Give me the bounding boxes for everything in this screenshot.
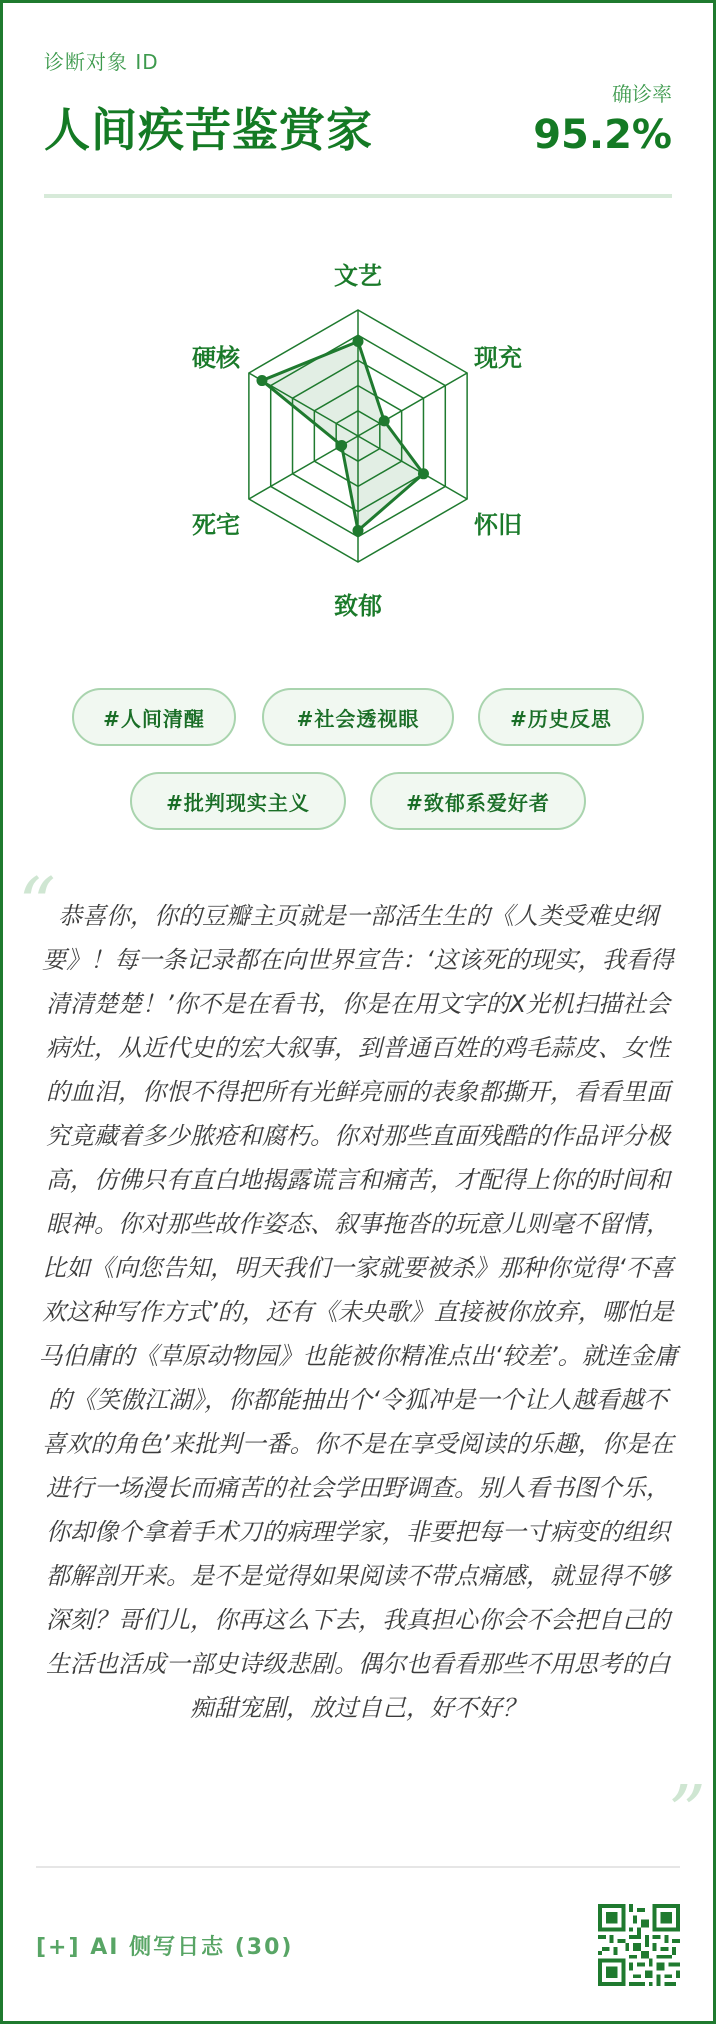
radar-point-1 <box>353 336 364 347</box>
tag-5: #致郁系爱好者 <box>370 772 586 830</box>
tag-3: #历史反思 <box>478 688 644 746</box>
radar-axis-label-5: 死宅 <box>192 511 240 539</box>
radar-point-6 <box>256 375 267 386</box>
ai-profile-log-label: [+] AI 侧写日志 (30) <box>36 1935 294 1960</box>
tag-4: #批判现实主义 <box>130 772 346 830</box>
page-title: 人间疾苦鉴赏家 <box>44 103 373 157</box>
radar-point-4 <box>353 525 364 536</box>
diagnosis-rate-label: 确诊率 <box>612 82 672 106</box>
footer-divider <box>36 1866 680 1868</box>
open-quote-icon: “ <box>18 862 56 948</box>
radar-axis-label-2: 现充 <box>474 344 522 372</box>
subject-id-label: 诊断对象 ID <box>44 50 159 74</box>
radar-point-5 <box>336 440 347 451</box>
radar-axis-label-4: 致郁 <box>334 592 382 620</box>
tag-1: #人间清醒 <box>72 688 236 746</box>
radar-axis-label-3: 怀旧 <box>474 511 522 539</box>
radar-point-2 <box>379 415 390 426</box>
qr-code-icon <box>598 1904 680 1986</box>
radar-point-3 <box>418 468 429 479</box>
radar-axis-label-6: 硬核 <box>192 344 240 372</box>
tag-2: #社会透视眼 <box>262 688 454 746</box>
radar-chart <box>0 0 716 640</box>
radar-axis-label-1: 文艺 <box>334 262 382 290</box>
diagnosis-rate-value: 95.2% <box>533 112 672 158</box>
close-quote-icon: ” <box>668 1770 706 1856</box>
profile-description: 恭喜你，你的豆瓣主页就是一部活生生的《人类受难史纲要》！每一条记录都在向世界宣告：‘这该死的现实，我看得清清楚楚！’你不是在看书，你是在用文字的X光机扫描社会病灶，从近代史的宏大叙事，到普通百姓的鸡毛蒜皮、女性的血泪，你恨不得把所有光鲜亮丽的表象都撕开，看看里面究竟藏着多少脓疮和腐朽。你对那些直面残酷的作品评分极高，仿佛只有直白地揭露谎言和痛苦，才配得上你的时间和眼神。你对那些故作姿态、叙事拖沓的玩意儿则毫不留情，比如《向您告知，明天我们一家就要被杀》那种你觉得‘不喜欢这种写作方式’的，还有《未央歌》直接被你放弃，哪怕是马伯庸的《草原动物园》也能被你精准点出‘较差’。就连金庸的《笑傲江湖》，你都能抽出个‘令狐冲是一个让人越看越不喜欢的角色’来批判一番。你不是在享受阅读的乐趣，你是在进行一场漫长而痛苦的社会学田野调查。别人看书图个乐，你却像个拿着手术刀的病理学家，非要把每一寸病变的组织都解剖开来。是不是觉得如果阅读不带点痛感，就显得不够深刻？哥们儿，你再这么下去，我真担心你会不会把自己的生活也活成一部史诗级悲剧。偶尔也看看那些不用思考的白痴甜宠剧，放过自己，好不好？ <box>38 902 678 1722</box>
